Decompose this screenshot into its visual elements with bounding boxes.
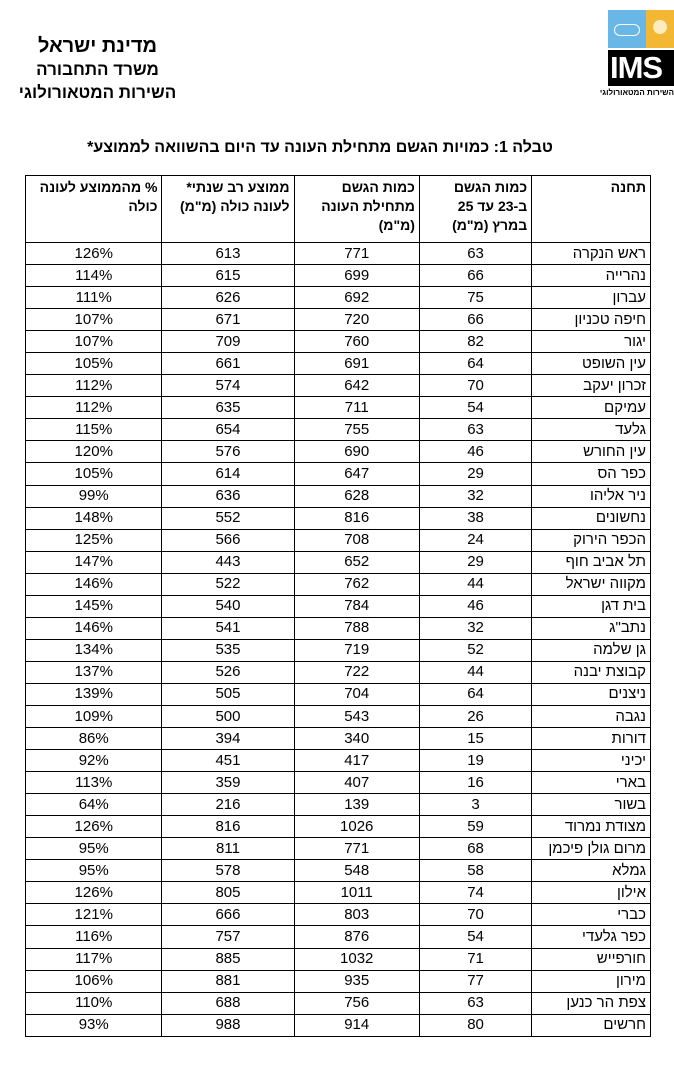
season-rain-cell: 708 [294, 529, 419, 551]
percent-cell: 111% [26, 287, 162, 309]
station-cell: מרום גולן פיכמן [532, 838, 651, 860]
average-cell: 671 [162, 309, 294, 331]
march-rain-cell: 77 [419, 970, 531, 992]
station-cell: נתב"ג [532, 617, 651, 639]
season-rain-cell: 699 [294, 265, 419, 287]
station-cell: חרשים [532, 1014, 651, 1036]
table-row [26, 705, 651, 727]
station-cell: ניר אליהו [532, 485, 651, 507]
station-cell: כברי [532, 904, 651, 926]
table-row [26, 353, 651, 375]
table-row [26, 904, 651, 926]
table-row [26, 573, 651, 595]
percent-cell: 148% [26, 507, 162, 529]
station-cell: מצודת נמרוד [532, 816, 651, 838]
percent-cell: 95% [26, 838, 162, 860]
average-cell: 615 [162, 265, 294, 287]
march-rain-cell: 66 [419, 309, 531, 331]
column-header-annual-average: ממוצע רב שנתי* לעונה כולה (מ"מ) [162, 176, 294, 243]
percent-cell: 145% [26, 595, 162, 617]
march-rain-cell: 63 [419, 992, 531, 1014]
march-rain-cell: 38 [419, 507, 531, 529]
season-rain-cell: 722 [294, 661, 419, 683]
average-cell: 552 [162, 507, 294, 529]
march-rain-cell: 32 [419, 617, 531, 639]
march-rain-cell: 63 [419, 243, 531, 265]
march-rain-cell: 29 [419, 551, 531, 573]
station-cell: גלעד [532, 419, 651, 441]
percent-cell: 120% [26, 441, 162, 463]
table-title: טבלה 1: כמויות הגשם מתחילת העונה עד היום בהשוואה לממוצע* [87, 139, 553, 156]
percent-cell: 147% [26, 551, 162, 573]
ministry-name: משרד התחבורה [36, 60, 159, 79]
percent-cell: 146% [26, 617, 162, 639]
table-row [26, 860, 651, 882]
average-cell: 635 [162, 397, 294, 419]
percent-cell: 114% [26, 265, 162, 287]
season-rain-cell: 803 [294, 904, 419, 926]
season-rain-cell: 628 [294, 485, 419, 507]
table-row [26, 375, 651, 397]
season-rain-cell: 771 [294, 838, 419, 860]
table-row [26, 882, 651, 904]
average-cell: 613 [162, 243, 294, 265]
march-rain-cell: 19 [419, 750, 531, 772]
table-row [26, 485, 651, 507]
table-row [26, 683, 651, 705]
percent-cell: 109% [26, 705, 162, 727]
table-row [26, 970, 651, 992]
logo-graphic [608, 10, 674, 48]
station-cell: תל אביב חוף [532, 551, 651, 573]
march-rain-cell: 70 [419, 375, 531, 397]
season-rain-cell: 704 [294, 683, 419, 705]
cloud-icon [608, 10, 646, 48]
percent-cell: 64% [26, 794, 162, 816]
ims-logo [599, 10, 674, 100]
table-row [26, 309, 651, 331]
average-cell: 541 [162, 617, 294, 639]
march-rain-cell: 44 [419, 661, 531, 683]
season-rain-cell: 788 [294, 617, 419, 639]
percent-cell: 99% [26, 485, 162, 507]
march-rain-cell: 68 [419, 838, 531, 860]
percent-cell: 112% [26, 375, 162, 397]
season-rain-cell: 760 [294, 331, 419, 353]
season-rain-cell: 691 [294, 353, 419, 375]
average-cell: 757 [162, 926, 294, 948]
percent-cell: 115% [26, 419, 162, 441]
table-row [26, 529, 651, 551]
table-row [26, 750, 651, 772]
season-rain-cell: 935 [294, 970, 419, 992]
average-cell: 576 [162, 441, 294, 463]
station-cell: נהרייה [532, 265, 651, 287]
march-rain-cell: 74 [419, 882, 531, 904]
table-row [26, 595, 651, 617]
march-rain-cell: 3 [419, 794, 531, 816]
average-cell: 216 [162, 794, 294, 816]
average-cell: 709 [162, 331, 294, 353]
column-header-station: תחנה [532, 176, 651, 243]
table-row [26, 838, 651, 860]
march-rain-cell: 82 [419, 331, 531, 353]
station-cell: עין החורש [532, 441, 651, 463]
percent-cell: 116% [26, 926, 162, 948]
season-rain-cell: 139 [294, 794, 419, 816]
average-cell: 505 [162, 683, 294, 705]
percent-cell: 107% [26, 309, 162, 331]
logo-caption: השירות המטאורולוגי [599, 88, 674, 97]
table-row [26, 992, 651, 1014]
average-cell: 566 [162, 529, 294, 551]
average-cell: 688 [162, 992, 294, 1014]
station-cell: גמלא [532, 860, 651, 882]
rainfall-table [25, 175, 651, 1037]
station-cell: יכיני [532, 750, 651, 772]
average-cell: 661 [162, 353, 294, 375]
march-rain-cell: 24 [419, 529, 531, 551]
column-header-season-rain: כמות הגשם מתחילת העונה (מ"מ) [294, 176, 419, 243]
table-row [26, 463, 651, 485]
season-rain-cell: 771 [294, 243, 419, 265]
march-rain-cell: 59 [419, 816, 531, 838]
station-cell: הכפר הירוק [532, 529, 651, 551]
table-row [26, 551, 651, 573]
march-rain-cell: 44 [419, 573, 531, 595]
average-cell: 626 [162, 287, 294, 309]
table-row [26, 816, 651, 838]
table-row [26, 772, 651, 794]
average-cell: 451 [162, 750, 294, 772]
march-rain-cell: 64 [419, 683, 531, 705]
average-cell: 535 [162, 639, 294, 661]
average-cell: 394 [162, 728, 294, 750]
percent-cell: 139% [26, 683, 162, 705]
sun-icon [646, 10, 674, 48]
percent-cell: 117% [26, 948, 162, 970]
percent-cell: 93% [26, 1014, 162, 1036]
march-rain-cell: 26 [419, 705, 531, 727]
percent-cell: 125% [26, 529, 162, 551]
table-row [26, 1014, 651, 1036]
season-rain-cell: 1026 [294, 816, 419, 838]
season-rain-cell: 755 [294, 419, 419, 441]
station-cell: בשור [532, 794, 651, 816]
season-rain-cell: 417 [294, 750, 419, 772]
average-cell: 359 [162, 772, 294, 794]
station-cell: כפר גלעדי [532, 926, 651, 948]
march-rain-cell: 64 [419, 353, 531, 375]
station-cell: חיפה טכניון [532, 309, 651, 331]
season-rain-cell: 548 [294, 860, 419, 882]
percent-cell: 105% [26, 353, 162, 375]
percent-cell: 95% [26, 860, 162, 882]
season-rain-cell: 1011 [294, 882, 419, 904]
station-cell: עברון [532, 287, 651, 309]
station-cell: ראש הנקרה [532, 243, 651, 265]
table-row [26, 617, 651, 639]
march-rain-cell: 52 [419, 639, 531, 661]
station-cell: צפת הר כנען [532, 992, 651, 1014]
percent-cell: 107% [26, 331, 162, 353]
average-cell: 654 [162, 419, 294, 441]
table-row [26, 948, 651, 970]
station-cell: מירון [532, 970, 651, 992]
average-cell: 881 [162, 970, 294, 992]
table-row [26, 287, 651, 309]
station-cell: יגור [532, 331, 651, 353]
table-row [26, 243, 651, 265]
table-row [26, 728, 651, 750]
march-rain-cell: 54 [419, 397, 531, 419]
station-cell: נגבה [532, 705, 651, 727]
average-cell: 574 [162, 375, 294, 397]
average-cell: 636 [162, 485, 294, 507]
station-cell: עמיקם [532, 397, 651, 419]
season-rain-cell: 762 [294, 573, 419, 595]
average-cell: 614 [162, 463, 294, 485]
table-row [26, 397, 651, 419]
average-cell: 500 [162, 705, 294, 727]
march-rain-cell: 63 [419, 419, 531, 441]
logo-brand-text: IMS [608, 50, 674, 86]
percent-cell: 146% [26, 573, 162, 595]
column-header-march-rain: כמות הגשם ב-23 עד 25 במרץ (מ"מ) [419, 176, 531, 243]
percent-cell: 106% [26, 970, 162, 992]
season-rain-cell: 652 [294, 551, 419, 573]
table-row [26, 639, 651, 661]
season-rain-cell: 647 [294, 463, 419, 485]
station-cell: קבוצת יבנה [532, 661, 651, 683]
table-row [26, 419, 651, 441]
average-cell: 443 [162, 551, 294, 573]
service-name: השירות המטאורולוגי [18, 83, 177, 102]
table-row [26, 926, 651, 948]
table-header-row [26, 176, 651, 243]
season-rain-cell: 816 [294, 507, 419, 529]
season-rain-cell: 642 [294, 375, 419, 397]
march-rain-cell: 70 [419, 904, 531, 926]
season-rain-cell: 914 [294, 1014, 419, 1036]
station-cell: נחשונים [532, 507, 651, 529]
table-row [26, 794, 651, 816]
station-cell: גן שלמה [532, 639, 651, 661]
station-cell: דורות [532, 728, 651, 750]
march-rain-cell: 58 [419, 860, 531, 882]
average-cell: 578 [162, 860, 294, 882]
station-cell: אילון [532, 882, 651, 904]
average-cell: 540 [162, 595, 294, 617]
average-cell: 805 [162, 882, 294, 904]
march-rain-cell: 32 [419, 485, 531, 507]
table-row [26, 507, 651, 529]
station-cell: ניצנים [532, 683, 651, 705]
march-rain-cell: 29 [419, 463, 531, 485]
average-cell: 666 [162, 904, 294, 926]
table-body [26, 243, 651, 1037]
average-cell: 522 [162, 573, 294, 595]
average-cell: 988 [162, 1014, 294, 1036]
table-row [26, 661, 651, 683]
percent-cell: 126% [26, 882, 162, 904]
average-cell: 816 [162, 816, 294, 838]
station-cell: עין השופט [532, 353, 651, 375]
percent-cell: 86% [26, 728, 162, 750]
march-rain-cell: 15 [419, 728, 531, 750]
table-row [26, 265, 651, 287]
season-rain-cell: 719 [294, 639, 419, 661]
country-name: מדינת ישראל [37, 35, 158, 57]
season-rain-cell: 1032 [294, 948, 419, 970]
season-rain-cell: 692 [294, 287, 419, 309]
organization-header [0, 34, 195, 104]
percent-cell: 92% [26, 750, 162, 772]
march-rain-cell: 46 [419, 595, 531, 617]
season-rain-cell: 340 [294, 728, 419, 750]
season-rain-cell: 407 [294, 772, 419, 794]
percent-cell: 121% [26, 904, 162, 926]
season-rain-cell: 720 [294, 309, 419, 331]
percent-cell: 126% [26, 243, 162, 265]
percent-cell: 137% [26, 661, 162, 683]
percent-cell: 112% [26, 397, 162, 419]
season-rain-cell: 711 [294, 397, 419, 419]
march-rain-cell: 16 [419, 772, 531, 794]
station-cell: מקווה ישראל [532, 573, 651, 595]
march-rain-cell: 75 [419, 287, 531, 309]
table-row [26, 331, 651, 353]
average-cell: 885 [162, 948, 294, 970]
march-rain-cell: 54 [419, 926, 531, 948]
station-cell: כפר הס [532, 463, 651, 485]
station-cell: זכרון יעקב [532, 375, 651, 397]
season-rain-cell: 784 [294, 595, 419, 617]
season-rain-cell: 756 [294, 992, 419, 1014]
percent-cell: 105% [26, 463, 162, 485]
station-cell: בארי [532, 772, 651, 794]
percent-cell: 110% [26, 992, 162, 1014]
march-rain-cell: 71 [419, 948, 531, 970]
season-rain-cell: 690 [294, 441, 419, 463]
march-rain-cell: 66 [419, 265, 531, 287]
march-rain-cell: 46 [419, 441, 531, 463]
station-cell: בית דגן [532, 595, 651, 617]
march-rain-cell: 80 [419, 1014, 531, 1036]
season-rain-cell: 876 [294, 926, 419, 948]
station-cell: חורפייש [532, 948, 651, 970]
average-cell: 811 [162, 838, 294, 860]
table-row [26, 441, 651, 463]
percent-cell: 113% [26, 772, 162, 794]
season-rain-cell: 543 [294, 705, 419, 727]
percent-cell: 126% [26, 816, 162, 838]
column-header-percent-of-average: % מהממוצע לעונה כולה [26, 176, 162, 243]
percent-cell: 134% [26, 639, 162, 661]
average-cell: 526 [162, 661, 294, 683]
